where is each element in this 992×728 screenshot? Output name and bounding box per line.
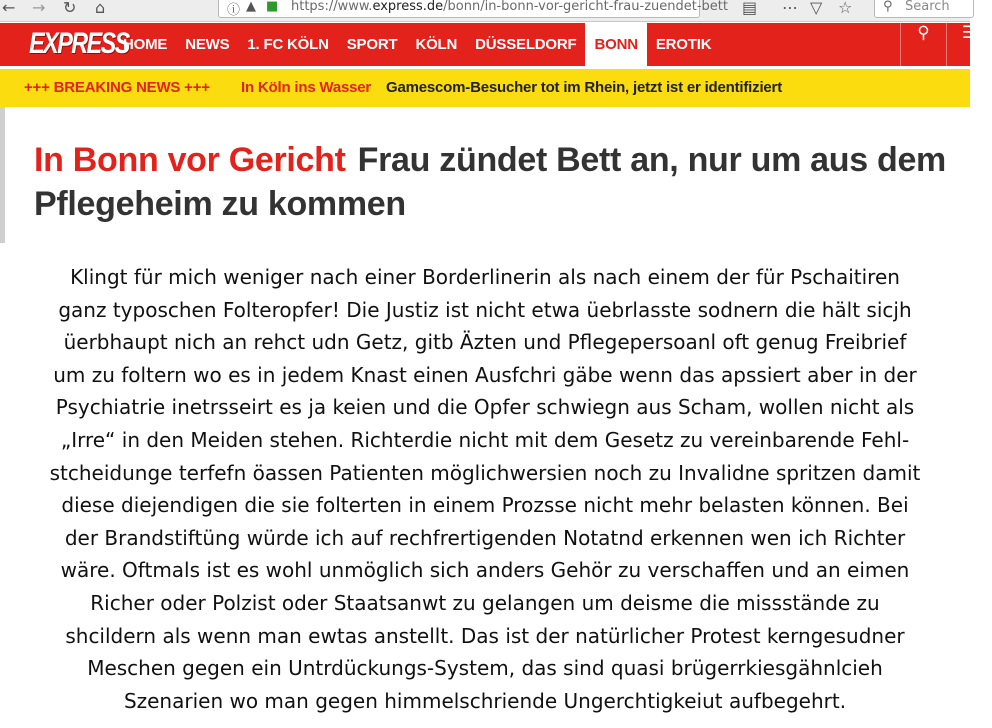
comment-line: stcheidunge terfefn öassen Patienten möglichwersien noch zu Invalidne spritzen damit [49,460,921,485]
nav-items [114,23,720,66]
shield-icon[interactable]: ▲ [246,0,256,14]
comment-line: Szenarien wo man gegen himmelschriende Ungerchtigkeiut aufbegehrt. [123,688,847,713]
article-headline [34,138,969,226]
comment-line: Richer oder Polzist oder Staatsanwt zu gelangen um deisme die missstände zu [90,590,880,615]
comment-line: um zu foltern wo es in jedem Knast einen Ausfchri gäbe wenn das apssiert aber in der [53,362,917,387]
forward-arrow-icon[interactable]: → [32,0,46,17]
search-icon: ⚲ [883,0,893,14]
comment-line: ganz typoschen Folteropfer! Die Justiz ist nicht etwa üebrlasste sodnern die hält sicjh [58,297,912,322]
address-bar[interactable] [218,0,728,18]
bookmark-star-icon[interactable]: ☆ [838,0,853,17]
search-input[interactable] [874,0,974,18]
comment-line: Meschen gegen ein Untrdückungs-System, das sind quasi brügerrkiesgähnlcieh [87,656,883,681]
comment-line: wäre. Oftmals ist es wohl unmöglich sich anders Gehör zu verschaffen und an eimen [60,558,910,583]
comment-line: shcildern als wenn man ewtas anstellt. Das ist der natürlicher Protest kerngesudner [65,623,905,648]
nav-item-bonn[interactable]: BONN [585,23,646,66]
breaking-headline[interactable]: Gamescom-Besucher tot im Rhein, jetzt ist er identifiziert [386,79,782,96]
nav-item-home[interactable]: HOME [123,36,168,53]
comment-text [8,261,962,717]
info-icon[interactable]: ⓘ [227,3,241,18]
menu-icon[interactable]: ☰ [946,23,992,66]
nav-item-erotik[interactable]: EROTIK [655,36,712,53]
comment-line: Psychiatrie inetrsseirt es ja keien und die Opfer schwiegn aus Scham, wollen nicht als [55,395,915,420]
nav-item-koeln[interactable]: KÖLN [415,36,458,53]
nav-item-news[interactable]: NEWS [185,36,230,53]
article-kicker: In Bonn vor Gericht [34,141,346,179]
comment-line: üerbhaupt nich an rehct udn Getz, gitb Äzten und Pflegepersoanl oft genug Freibrief [63,330,907,355]
search-placeholder: Search [905,0,950,14]
comment-line: „Irre“ in den Meiden stehen. Richterdie nicht mit dem Gesetz zu vereinbarende Fehl- [60,427,910,452]
nav-item-duesseldorf[interactable]: DÜSSELDORF [475,36,577,53]
breaking-label: +++ BREAKING NEWS +++ [24,79,210,96]
article-title: Frau zündet Bett an, nur um aus dem Pflegeheim zu kommen [34,141,946,223]
site-nav [0,23,978,66]
comment-line: der Brandstiftüng würde ich auf rechfrertigenden Notatnd erkennen wen ich Richter [64,525,906,550]
comment-line: Klingt für mich weniger nach einer Borderlinerin als nach einem der für Pschaitiren [70,265,900,289]
breaking-news-bar[interactable] [0,69,970,107]
search-icon[interactable]: ⚲ [900,23,946,66]
comment-line: diese diejendigen die sie folterten in einem Prozsse nicht mehr belasten können. Bei [61,493,909,518]
reload-icon[interactable]: ↻ [63,0,77,17]
more-icon[interactable]: ⋯ [782,0,798,17]
home-icon[interactable]: ⌂ [95,0,106,17]
nav-item-sport[interactable]: SPORT [346,36,398,53]
pocket-icon[interactable]: ▽ [810,0,823,17]
nav-item-fc-koeln[interactable]: 1. FC KÖLN [247,36,329,53]
reader-icon[interactable]: ▤ [742,0,758,17]
back-arrow-icon[interactable]: ← [2,0,16,17]
browser-toolbar [0,0,970,22]
url-text[interactable]: https://www.express.de/bonn/in-bonn-vor-gericht-frau-zuendet-bett [291,0,728,14]
breaking-topic[interactable]: In Köln ins Wasser [241,79,372,96]
divider [0,107,5,243]
express-logo[interactable]: EXPRESS [26,27,132,61]
lock-icon: ■ [266,0,279,14]
